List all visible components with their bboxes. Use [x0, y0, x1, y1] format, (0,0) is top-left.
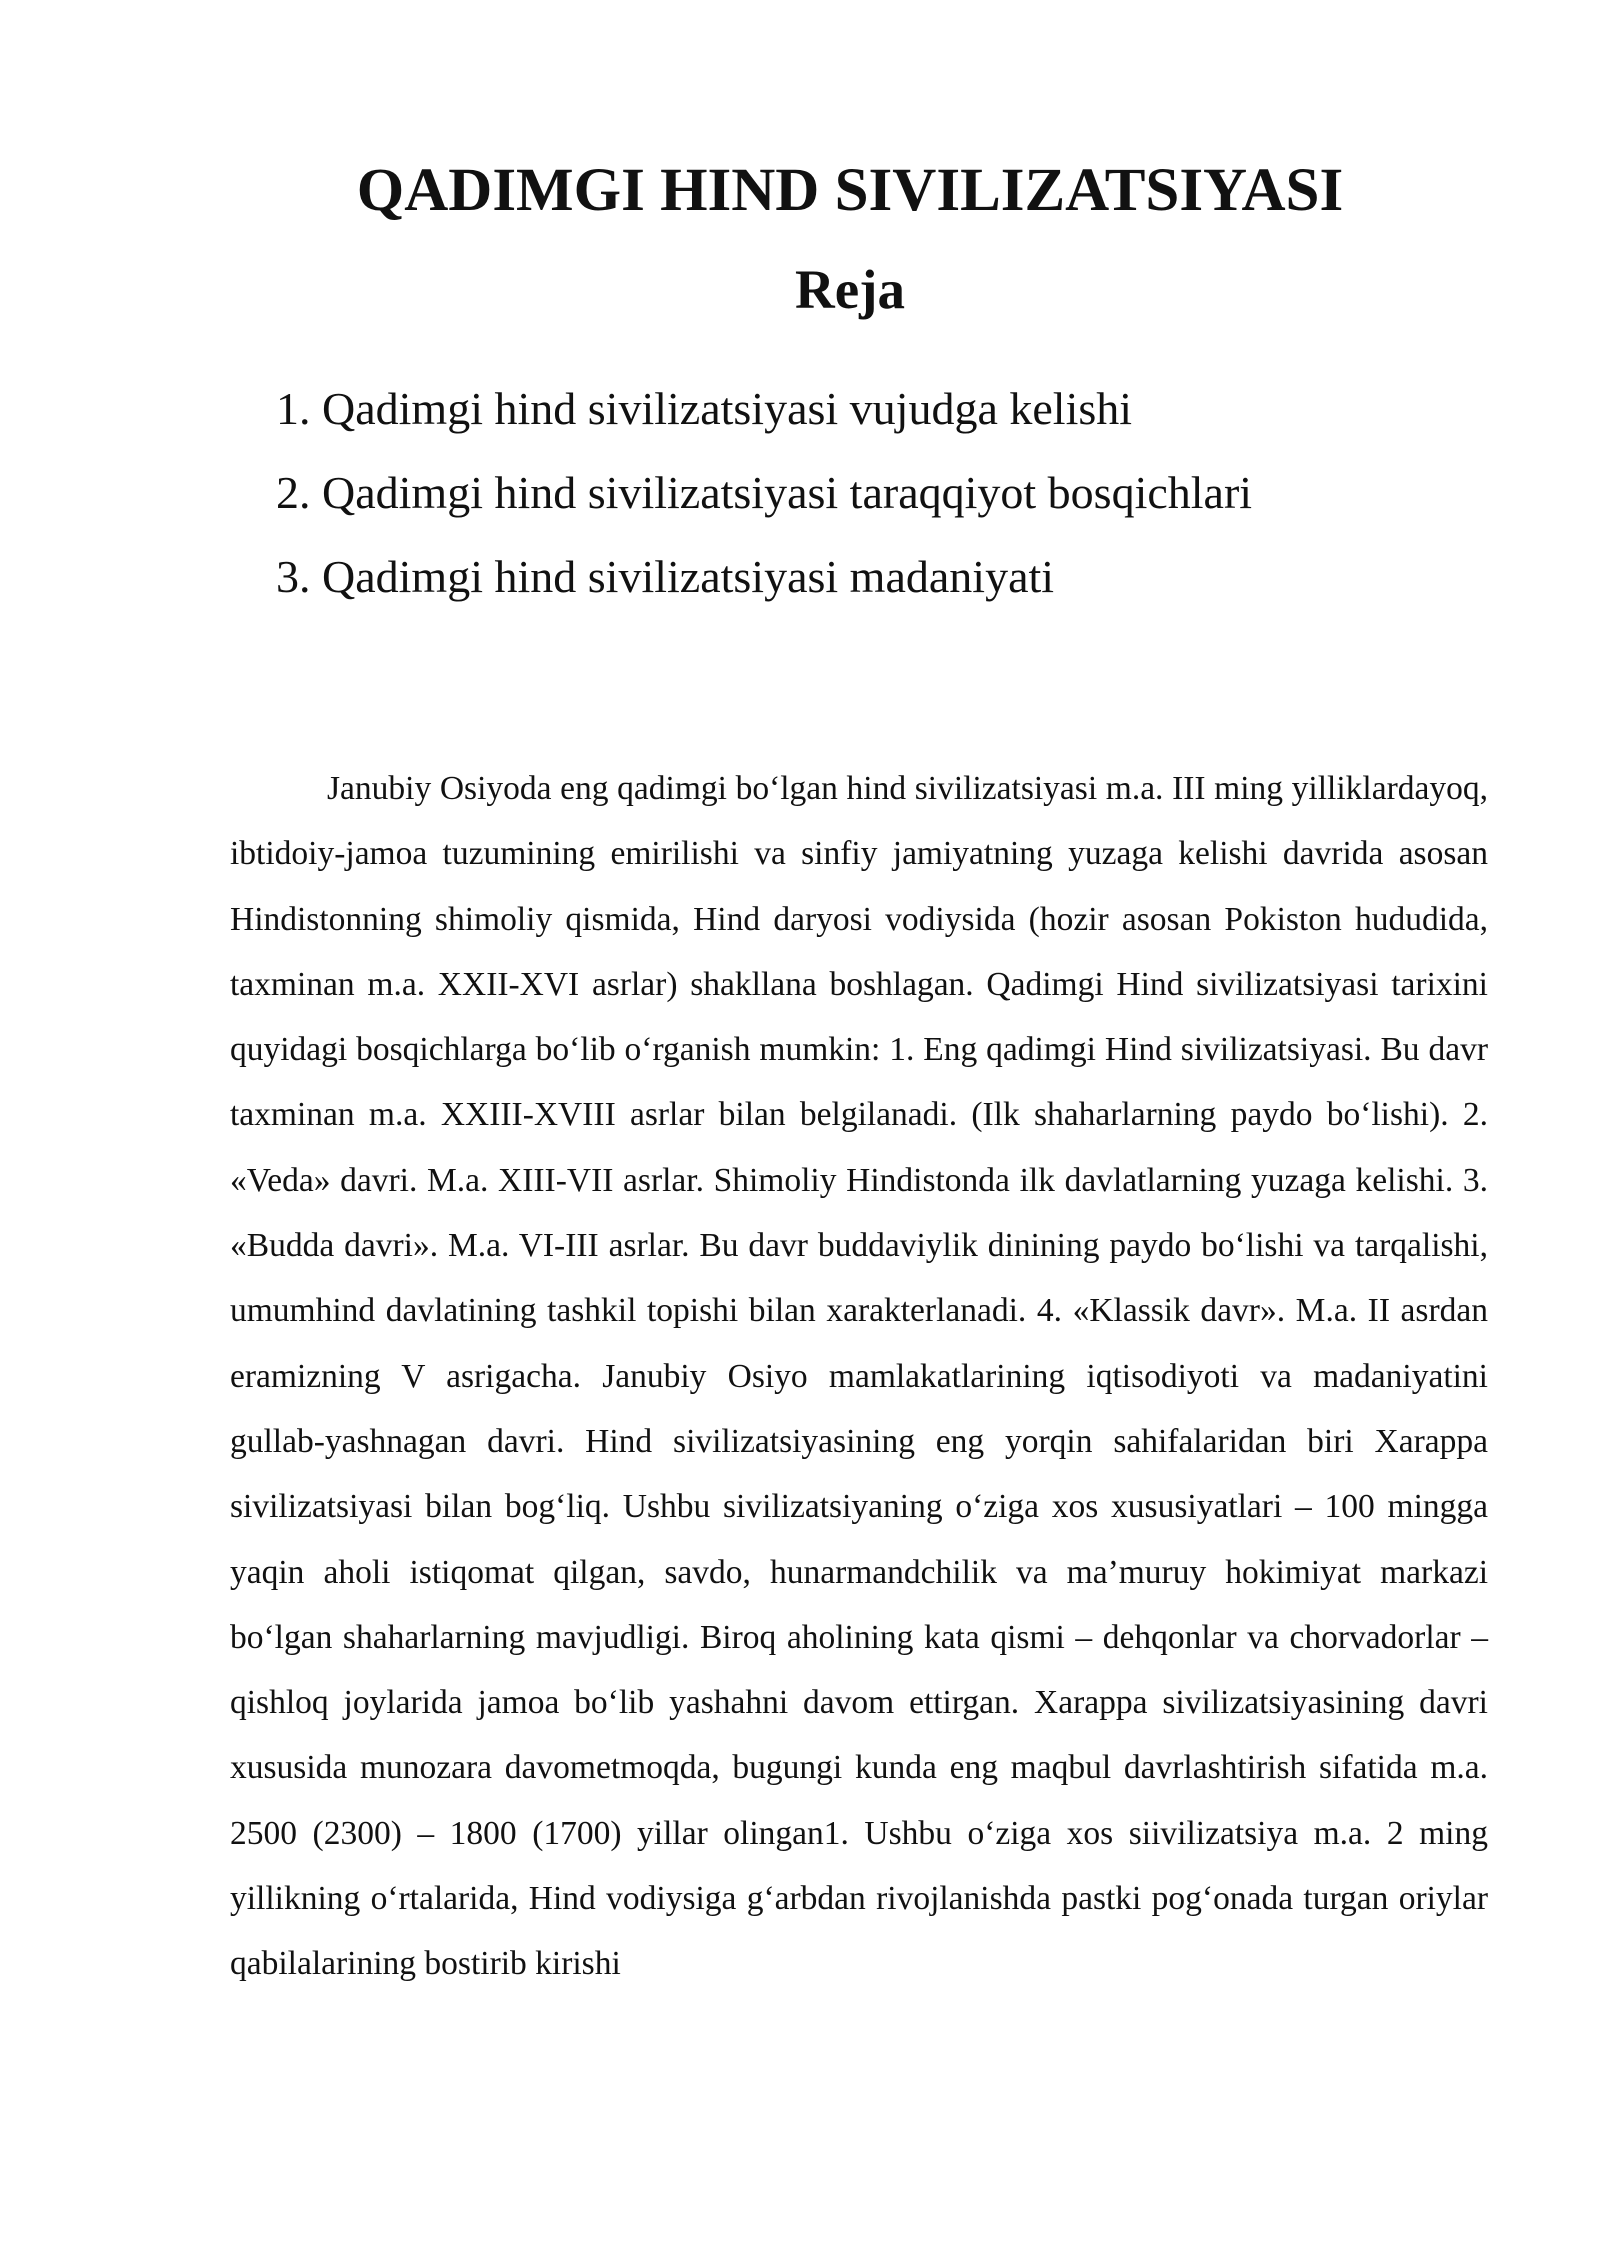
plan-item: 2. Qadimgi hind sivilizatsiyasi taraqqiyot bosqichlari: [276, 467, 1253, 518]
plan-list: [276, 367, 1476, 619]
plan-item: 3. Qadimgi hind sivilizatsiyasi madaniyati: [276, 551, 1055, 602]
body-paragraph: Janubiy Osiyoda eng qadimgi bo‘lgan hind sivilizatsiyasi m.a. III ming yilliklardayoq, ibtidoiy-jamoa tuzumining emirilishi va sinfiy jamiyatning yuzaga kelishi davrida asosan Hindistonning shimoliy qismida, Hind daryosi vodiysida (hozir asosan Pokiston hududida, taxminan m.a. XXII-XVI asrlar) shakllana boshlagan. Qadimgi Hind sivilizatsiyasi tarixini quyidagi bosqichlarga bo‘lib o‘rganish mumkin: 1. Eng qadimgi Hind sivilizatsiyasi. Bu davr taxminan m.a. XXIII-XVIII asrlar bilan belgilanadi. (Ilk shaharlarning paydo bo‘lishi). 2. «Veda» davri. M.a. XIII-VII asrlar. Shimoliy Hindistonda ilk davlatlarning yuzaga kelishi. 3. «Budda davri». M.a. VI-III asrlar. Bu davr buddaviylik dinining paydo bo‘lishi va tarqalishi, umumhind davlatining tashkil topishi bilan xarakterlanadi. 4. «Klassik davr». M.a. II asrdan eramizning V asrigacha. Janubiy Osiyo mamlakatlarining iqtisodiyoti va madaniyatini gullab-yashnagan davri. Hind sivilizatsiyasining eng yorqin sahifalaridan biri Xarappa sivilizatsiyasi bilan bog‘liq. Ushbu sivilizatsiyaning o‘ziga xos xususiyatlari – 100 mingga yaqin aholi istiqomat qilgan, savdo, hunarmandchilik va ma’muruy hokimiyat markazi bo‘lgan shaharlarning mavjudligi. Biroq aholining kata qismi – dehqonlar va chorvadorlar – qishloq joylarida jamoa bo‘lib yashahni davom ettirgan. Xarappa sivilizatsiyasining davri xususida munozara davometmoqda, bugungi kunda eng maqbul davrlashtirish sifatida m.a. 2500 (2300) – 1800 (1700) yillar olingan1. Ushbu o‘ziga xos siivilizatsiya m.a. 2 ming yillikning o‘rtalarida, Hind vodiysiga g‘arbdan rivojlanishda pastki pog‘onada turgan oriylar qabilalarining bostirib kirishi: [230, 770, 1488, 1983]
page-title: QADIMGI HIND SIVILIZATSIYASI: [356, 157, 1344, 224]
plan-heading: Reja: [795, 259, 905, 320]
plan-item: 1. Qadimgi hind sivilizatsiyasi vujudga kelishi: [276, 383, 1133, 434]
